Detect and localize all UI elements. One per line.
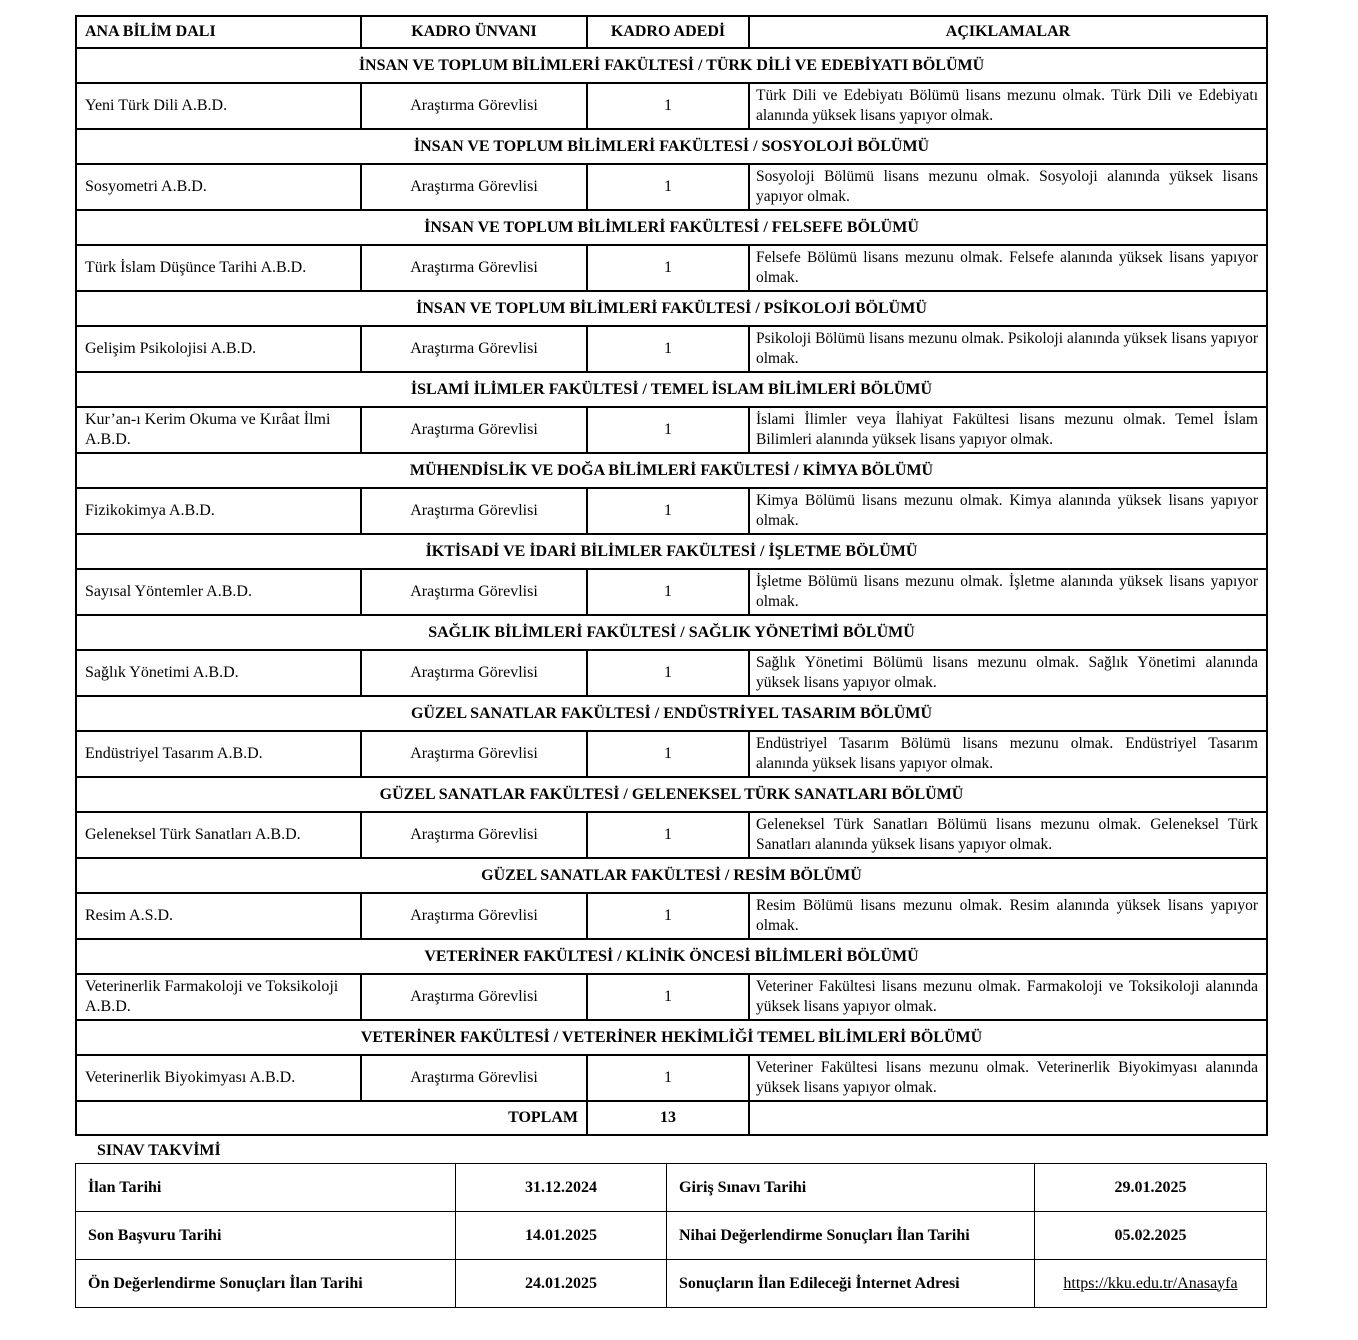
abd-cell: Türk İslam Düşünce Tarihi A.B.D. [76, 245, 361, 291]
table-row [76, 569, 1267, 615]
son-basvuru-value: 14.01.2025 [456, 1212, 667, 1260]
unvan-cell: Araştırma Görevlisi [361, 1055, 587, 1101]
faculty-heading: İNSAN VE TOPLUM BİLİMLERİ FAKÜLTESİ / SOSYOLOJİ BÖLÜMÜ [76, 129, 1267, 164]
total-value: 13 [587, 1101, 749, 1135]
table-row [76, 83, 1267, 129]
faculty-row [76, 453, 1267, 488]
nihai-degerlendirme-value: 05.02.2025 [1035, 1212, 1267, 1260]
table-row [76, 407, 1267, 453]
table-row [76, 1055, 1267, 1101]
total-row [76, 1101, 1267, 1135]
sinav-takvimi-title: SINAV TAKVİMİ [97, 1142, 221, 1159]
abd-cell: Sağlık Yönetimi A.B.D. [76, 650, 361, 696]
faculty-row [76, 534, 1267, 569]
aciklama-cell: Sağlık Yönetimi Bölümü lisans mezunu olmak. Sağlık Yönetimi alanında yüksek lisans yapıyor olmak. [749, 650, 1267, 696]
faculty-row [76, 939, 1267, 974]
adet-cell: 1 [587, 326, 749, 372]
internet-adresi-label: Sonuçların İlan Edileceği İnternet Adresi [667, 1260, 1035, 1308]
aciklama-cell: Endüstriyel Tasarım Bölümü lisans mezunu olmak. Endüstriyel Tasarım alanında yüksek lisans yapıyor olmak. [749, 731, 1267, 777]
aciklama-cell: Psikoloji Bölümü lisans mezunu olmak. Psikoloji alanında yüksek lisans yapıyor olmak. [749, 326, 1267, 372]
adet-cell: 1 [587, 812, 749, 858]
unvan-cell: Araştırma Görevlisi [361, 974, 587, 1020]
faculty-row [76, 210, 1267, 245]
total-label: TOPLAM [76, 1101, 587, 1135]
giris-sinavi-value: 29.01.2025 [1035, 1164, 1267, 1212]
takvim-row [76, 1212, 1267, 1260]
aciklama-cell: Veteriner Fakültesi lisans mezunu olmak. Veterinerlik Biyokimyası alanında yüksek lisans yapıyor olmak. [749, 1055, 1267, 1101]
unvan-cell: Araştırma Görevlisi [361, 164, 587, 210]
faculty-heading: MÜHENDİSLİK VE DOĞA BİLİMLERİ FAKÜLTESİ / KİMYA BÖLÜMÜ [76, 453, 1267, 488]
faculty-row [76, 291, 1267, 326]
faculty-heading: İNSAN VE TOPLUM BİLİMLERİ FAKÜLTESİ / PSİKOLOJİ BÖLÜMÜ [76, 291, 1267, 326]
table-row [76, 812, 1267, 858]
table-row [76, 731, 1267, 777]
abd-cell: Sosyometri A.B.D. [76, 164, 361, 210]
son-basvuru-label: Son Başvuru Tarihi [76, 1212, 456, 1260]
table-row [76, 488, 1267, 534]
adet-cell: 1 [587, 974, 749, 1020]
unvan-cell: Araştırma Görevlisi [361, 650, 587, 696]
on-degerlendirme-value: 24.01.2025 [456, 1260, 667, 1308]
faculty-row [76, 48, 1267, 83]
faculty-heading: GÜZEL SANATLAR FAKÜLTESİ / ENDÜSTRİYEL TASARIM BÖLÜMÜ [76, 696, 1267, 731]
table-row [76, 326, 1267, 372]
header-adet: KADRO ADEDİ [587, 16, 749, 48]
unvan-cell: Araştırma Görevlisi [361, 569, 587, 615]
table-row [76, 650, 1267, 696]
faculty-row [76, 129, 1267, 164]
header-abd: ANA BİLİM DALI [76, 16, 361, 48]
faculty-row [76, 858, 1267, 893]
takvim-row [76, 1260, 1267, 1308]
faculty-heading: İSLAMİ İLİMLER FAKÜLTESİ / TEMEL İSLAM BİLİMLERİ BÖLÜMÜ [76, 372, 1267, 407]
faculty-heading: İNSAN VE TOPLUM BİLİMLERİ FAKÜLTESİ / TÜRK DİLİ VE EDEBİYATI BÖLÜMÜ [76, 48, 1267, 83]
aciklama-cell: Felsefe Bölümü lisans mezunu olmak. Felsefe alanında yüksek lisans yapıyor olmak. [749, 245, 1267, 291]
sinav-takvimi-table [75, 1163, 1267, 1308]
table-header-row [76, 16, 1267, 48]
header-unvan: KADRO ÜNVANI [361, 16, 587, 48]
internet-adresi-link[interactable]: https://kku.edu.tr/Anasayfa [1063, 1274, 1238, 1292]
adet-cell: 1 [587, 83, 749, 129]
giris-sinavi-label: Giriş Sınavı Tarihi [667, 1164, 1035, 1212]
faculty-heading: GÜZEL SANATLAR FAKÜLTESİ / RESİM BÖLÜMÜ [76, 858, 1267, 893]
ilan-tarihi-label: İlan Tarihi [76, 1164, 456, 1212]
kadro-table [75, 15, 1268, 1136]
unvan-cell: Araştırma Görevlisi [361, 245, 587, 291]
abd-cell: Endüstriyel Tasarım A.B.D. [76, 731, 361, 777]
abd-cell: Geleneksel Türk Sanatları A.B.D. [76, 812, 361, 858]
aciklama-cell: Kimya Bölümü lisans mezunu olmak. Kimya alanında yüksek lisans yapıyor olmak. [749, 488, 1267, 534]
internet-adresi-cell [1035, 1260, 1267, 1308]
adet-cell: 1 [587, 650, 749, 696]
aciklama-cell: İşletme Bölümü lisans mezunu olmak. İşletme alanında yüksek lisans yapıyor olmak. [749, 569, 1267, 615]
unvan-cell: Araştırma Görevlisi [361, 812, 587, 858]
faculty-row [76, 615, 1267, 650]
abd-cell: Veterinerlik Farmakoloji ve Toksikoloji A.B.D. [76, 974, 361, 1020]
aciklama-cell: İslami İlimler veya İlahiyat Fakültesi lisans mezunu olmak. Temel İslam Bilimleri alanında yüksek lisans yapıyor olmak. [749, 407, 1267, 453]
table-row [76, 245, 1267, 291]
faculty-row [76, 1020, 1267, 1055]
abd-cell: Veterinerlik Biyokimyası A.B.D. [76, 1055, 361, 1101]
faculty-row [76, 777, 1267, 812]
abd-cell: Resim A.S.D. [76, 893, 361, 939]
unvan-cell: Araştırma Görevlisi [361, 326, 587, 372]
unvan-cell: Araştırma Görevlisi [361, 83, 587, 129]
abd-cell: Fizikokimya A.B.D. [76, 488, 361, 534]
faculty-heading: VETERİNER FAKÜLTESİ / KLİNİK ÖNCESİ BİLİMLERİ BÖLÜMÜ [76, 939, 1267, 974]
nihai-degerlendirme-label: Nihai Değerlendirme Sonuçları İlan Tarihi [667, 1212, 1035, 1260]
aciklama-cell: Sosyoloji Bölümü lisans mezunu olmak. Sosyoloji alanında yüksek lisans yapıyor olmak. [749, 164, 1267, 210]
adet-cell: 1 [587, 569, 749, 615]
faculty-heading: İNSAN VE TOPLUM BİLİMLERİ FAKÜLTESİ / FELSEFE BÖLÜMÜ [76, 210, 1267, 245]
adet-cell: 1 [587, 245, 749, 291]
adet-cell: 1 [587, 1055, 749, 1101]
adet-cell: 1 [587, 731, 749, 777]
table-body [76, 48, 1267, 1101]
table-row [76, 164, 1267, 210]
faculty-row [76, 696, 1267, 731]
aciklama-cell: Veteriner Fakültesi lisans mezunu olmak. Farmakoloji ve Toksikoloji alanında yüksek lisans yapıyor olmak. [749, 974, 1267, 1020]
aciklama-cell: Geleneksel Türk Sanatları Bölümü lisans mezunu olmak. Geleneksel Türk Sanatları alanında yüksek lisans yapıyor olmak. [749, 812, 1267, 858]
unvan-cell: Araştırma Görevlisi [361, 893, 587, 939]
unvan-cell: Araştırma Görevlisi [361, 488, 587, 534]
faculty-heading: VETERİNER FAKÜLTESİ / VETERİNER HEKİMLİĞİ TEMEL BİLİMLERİ BÖLÜMÜ [76, 1020, 1267, 1055]
faculty-row [76, 372, 1267, 407]
unvan-cell: Araştırma Görevlisi [361, 731, 587, 777]
abd-cell: Gelişim Psikolojisi A.B.D. [76, 326, 361, 372]
takvim-row [76, 1164, 1267, 1212]
abd-cell: Kur’an-ı Kerim Okuma ve Kırâat İlmi A.B.D. [76, 407, 361, 453]
faculty-heading: SAĞLIK BİLİMLERİ FAKÜLTESİ / SAĞLIK YÖNETİMİ BÖLÜMÜ [76, 615, 1267, 650]
table-row [76, 974, 1267, 1020]
abd-cell: Sayısal Yöntemler A.B.D. [76, 569, 361, 615]
faculty-heading: İKTİSADİ VE İDARİ BİLİMLER FAKÜLTESİ / İŞLETME BÖLÜMÜ [76, 534, 1267, 569]
ilan-tarihi-value: 31.12.2024 [456, 1164, 667, 1212]
aciklama-cell: Türk Dili ve Edebiyatı Bölümü lisans mezunu olmak. Türk Dili ve Edebiyatı alanında yüksek lisans yapıyor olmak. [749, 83, 1267, 129]
abd-cell: Yeni Türk Dili A.B.D. [76, 83, 361, 129]
unvan-cell: Araştırma Görevlisi [361, 407, 587, 453]
table-row [76, 893, 1267, 939]
adet-cell: 1 [587, 164, 749, 210]
on-degerlendirme-label: Ön Değerlendirme Sonuçları İlan Tarihi [76, 1260, 456, 1308]
faculty-heading: GÜZEL SANATLAR FAKÜLTESİ / GELENEKSEL TÜRK SANATLARI BÖLÜMÜ [76, 777, 1267, 812]
aciklama-cell: Resim Bölümü lisans mezunu olmak. Resim alanında yüksek lisans yapıyor olmak. [749, 893, 1267, 939]
adet-cell: 1 [587, 488, 749, 534]
header-aciklama: AÇIKLAMALAR [749, 16, 1267, 48]
adet-cell: 1 [587, 893, 749, 939]
total-empty-cell [749, 1101, 1267, 1135]
adet-cell: 1 [587, 407, 749, 453]
